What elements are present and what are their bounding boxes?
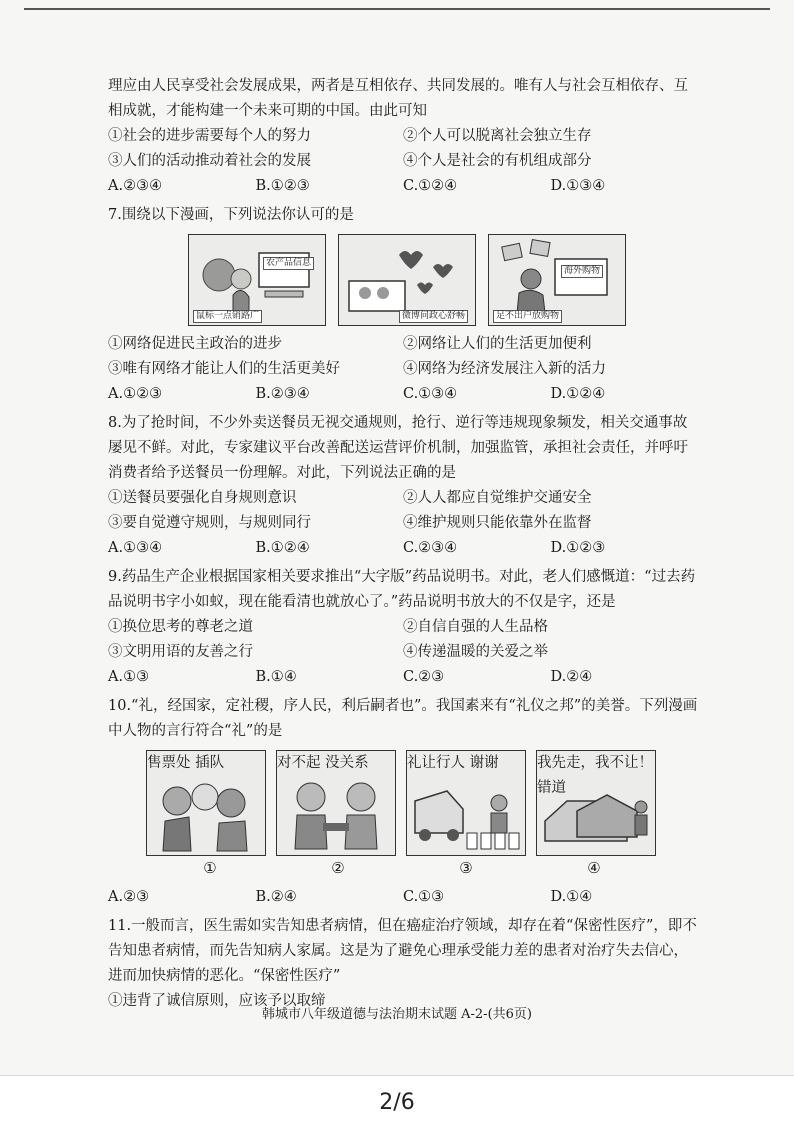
q7-comic-2 [338, 234, 476, 326]
q8-option-1: ①送餐员要强化自身规则意识 [108, 490, 297, 506]
q7-options [108, 332, 698, 382]
q7-panel-3-caption: 足不出户放购物 [493, 310, 562, 323]
q6-option-2: ②个人可以脱离社会独立生存 [403, 128, 592, 144]
q8-option-4: ④维护规则只能依靠外在监督 [403, 515, 592, 531]
q10-panel-3-tag: 礼让行人 [407, 755, 465, 771]
q6-choices [108, 174, 698, 199]
q10-panel-numbers [146, 856, 698, 881]
q10-comic-1 [146, 750, 266, 856]
q7-panel-1-caption: 鼠标一点销路广 [193, 310, 262, 323]
q8-choice-b: B.①②④ [255, 540, 310, 556]
q8-choice-a: A.①③④ [108, 540, 163, 556]
q9-choice-d: D.②④ [550, 669, 593, 685]
q9-choice-a: A.①③ [108, 669, 150, 685]
q6-choice-c: C.①②④ [403, 178, 458, 194]
apology-illustration [277, 751, 395, 855]
q9-text: 9.药品生产企业根据国家相关要求推出“大字版”药品说明书。对此，老人们感慨道：“过去药品说明书字小如蚁，现在能看清也就放心了。”药品说明书放大的不仅是字，还是 [108, 569, 696, 610]
q10-num-1: ① [203, 859, 217, 877]
q8-choice-d: D.①②③ [550, 540, 606, 556]
q10-num-4: ④ [587, 859, 601, 877]
queue-jumping-illustration [147, 751, 265, 855]
q10-panel-4-tag2: 错道 [537, 780, 566, 796]
q7-choices [108, 382, 698, 407]
q6-choice-a: A.②③④ [108, 178, 163, 194]
top-rule [24, 8, 770, 10]
q7-choice-b: B.②③④ [255, 386, 310, 402]
car-crash-illustration [537, 751, 655, 855]
q9-option-2: ②自信自强的人生品格 [403, 619, 548, 635]
q7-comic-3 [488, 234, 626, 326]
q7-text: 7.围绕以下漫画，下列说法你认可的是 [108, 207, 354, 223]
q10-panel-1-tag: 售票处 [147, 755, 191, 771]
q8-text: 8.为了抢时间，不少外卖送餐员无视交通规则，抢行、逆行等违规现象频发，相关交通事故屡见不鲜。对此，专家建议平台改善配送运营评价机制，加强监管，承担社会责任，并呼吁消费者给予送餐员一份理解。对此，下列说法正确的是 [108, 415, 688, 481]
q7-comics [188, 234, 698, 326]
q6-option-4: ④个人是社会的有机组成部分 [403, 153, 592, 169]
q6-options [108, 124, 698, 174]
q9-choices [108, 665, 698, 690]
q9-option-1: ①换位思考的尊老之道 [108, 619, 253, 635]
q7-choice-d: D.①②④ [550, 386, 606, 402]
q9-choice-b: B.①④ [255, 669, 297, 685]
q7-option-1: ①网络促进民主政治的进步 [108, 336, 282, 352]
q7-option-4: ④网络为经济发展注入新的活力 [403, 361, 606, 377]
q11-option-1: ①违背了诚信原则，应该予以取缔 [108, 993, 326, 1009]
q10-text: 10.“礼，经国家，定社稷，序人民，利后嗣者也”。我国素来有“礼仪之邦”的美誉。下列漫画中人物的言行符合“礼”的是 [108, 698, 698, 739]
q10-num-3: ③ [459, 859, 473, 877]
q10-comic-4 [536, 750, 656, 856]
page-number: 2/6 [379, 1090, 415, 1115]
q10-choice-b: B.②④ [255, 889, 297, 905]
q8-options [108, 486, 698, 536]
q7-option-2: ②网络让人们的生活更加便利 [403, 336, 592, 352]
q10-num-2: ② [331, 859, 345, 877]
q8-choice-c: C.②③④ [403, 540, 458, 556]
q7-panel-3-tag: 海外购物 [561, 265, 603, 278]
q6-text: 理应由人民享受社会发展成果，两者是互相依存、共同发展的。唯有人与社会互相依存、互相成就，才能构建一个未来可期的中国。由此可知 [108, 78, 688, 119]
q10-choice-c: C.①③ [403, 889, 445, 905]
q10-panel-4-tag: 我先走，我不让！ [537, 755, 653, 771]
q7-comic-1 [188, 234, 326, 326]
q10-comic-2 [276, 750, 396, 856]
q6-option-1: ①社会的进步需要每个人的努力 [108, 128, 311, 144]
q9-option-4: ④传递温暖的关爱之举 [403, 644, 548, 660]
q9-choice-c: C.②③ [403, 669, 445, 685]
q7-choice-c: C.①③④ [403, 386, 458, 402]
q8-option-3: ③要自觉遵守规则，与规则同行 [108, 515, 311, 531]
q10-panel-1-tag2: 插队 [195, 755, 225, 771]
q8-choices [108, 536, 698, 561]
q7-panel-1-tag: 农产品信息 [263, 257, 314, 270]
q10-comics [146, 750, 698, 856]
q9-option-3: ③文明用语的友善之行 [108, 644, 253, 660]
q10-choice-d: D.①④ [550, 889, 593, 905]
q7-choice-a: A.①②③ [108, 386, 163, 402]
page-footer: 韩城市八年级道德与法治期末试题 A-2-(共6页) [262, 1007, 532, 1022]
q10-panel-2-tag: 对不起 没关系 [277, 755, 369, 771]
q7-panel-2-caption: 微博问政心舒畅 [399, 310, 468, 323]
q6-choice-d: D.①③④ [550, 178, 606, 194]
q10-panel-3-tag2: 谢谢 [469, 755, 499, 771]
q10-choice-a: A.②③ [108, 889, 150, 905]
q8-option-2: ②人人都应自觉维护交通安全 [403, 490, 592, 506]
q10-choices [108, 885, 698, 910]
q6-option-3: ③人们的活动推动着社会的发展 [108, 153, 311, 169]
q7-option-3: ③唯有网络才能让人们的生活更美好 [108, 361, 340, 377]
q11-text: 11.一般而言，医生需如实告知患者病情，但在癌症治疗领域，却存在着“保密性医疗”，即不告知患者病情，而先告知病人家属。这是为了避免心理承受能力差的患者对治疗失去信心，进而加快病情的恶化。“保密性医疗” [108, 918, 697, 984]
yield-pedestrian-illustration [407, 751, 525, 855]
q9-options [108, 615, 698, 665]
q6-choice-b: B.①②③ [255, 178, 310, 194]
q10-comic-3 [406, 750, 526, 856]
question-content [108, 74, 698, 1014]
